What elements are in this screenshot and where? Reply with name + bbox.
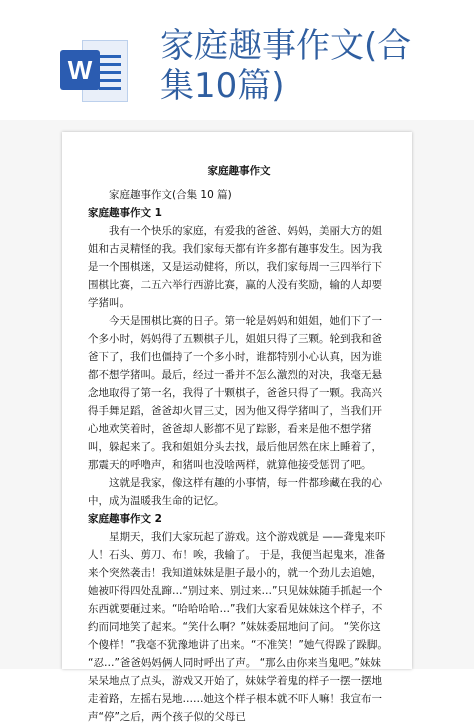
section-2-paragraph-1: 星期天，我们大家玩起了游戏。这个游戏就是 ——聋鬼来吓人！石头、剪刀、布！唉，我输了。 于是，我便当起鬼来，准备来个突然袭击！我知道妹妹是胆子最小的，就一个劲儿去追她，她被吓得四处乱蹿…“别过来、别过来…”只见妹妹随手抓起一个东西就要砸过来。“哈哈哈哈…”我们大家看见妹妹这个样子，不约而同地笑了起来。“笑什么啊？”妹妹委屈地问了问。 “笑你这个傻样！”我毫不犹豫地讲了出来。“不准笑！”她气得跺了跺脚。 “忍…”爸爸妈妈俩人同时呼出了声。 “那么由你来当鬼吧。”妹妹呆呆地点了点头，游戏又开始了，妹妹学着鬼的样子一摆一摆地走着路，左摇右晃地……她这个样子根本就不吓人嘛！我宣布一声“停”之后，两个孩子似的父母已 xyxy=(88,531,388,723)
section-heading-1: 家庭趣事作文 1 xyxy=(88,207,162,219)
word-icon-letter: W xyxy=(60,50,100,90)
document-body xyxy=(88,162,390,726)
banner-title-line-2: 集10篇) xyxy=(160,66,285,106)
section-1-paragraph-1: 我有一个快乐的家庭，有爱我的爸爸、妈妈，美丽大方的姐姐和古灵精怪的我。我们家每天都有许多都有趣事发生。因为我是一个围棋迷，又是运动健将，所以，我们家每周一三四举行下围棋比赛，二五六举行西游比赛，赢的人没有奖励，输的人却要学猪叫。 xyxy=(88,225,382,309)
document-banner xyxy=(0,0,474,120)
section-1-paragraph-3: 这就是我家，像这样有趣的小事情，每一件都珍藏在我的心中，成为温暖我生命的记忆。 xyxy=(88,477,382,507)
section-1-paragraph-2: 今天是围棋比赛的日子。第一轮是妈妈和姐姐，她们下了一个多小时，妈妈得了五颗棋子儿，姐姐只得了三颗。轮到我和爸爸下了，我们也僵持了一个多小时，谁都特别小心认真，因为谁都不想学猪叫。最后，经过一番并不怎么激烈的对决，我毫无悬念地取得了第一名，我得了十颗棋子，爸爸只得了一颗。我高兴得手舞足蹈，爸爸却火冒三丈，因为他又得学猪叫了，当我们开心地欢笑着时，爸爸却人影都不见了踪影，看来是他不想学猪叫，躲起来了。我和姐姐分头去找，最后他居然在床上睡着了，那震天的呼噜声，和猪叫也没啥两样，就算他接受惩罚了吧。 xyxy=(88,315,382,471)
document-page xyxy=(62,132,412,723)
word-icon xyxy=(60,40,130,102)
section-heading-2: 家庭趣事作文 2 xyxy=(88,513,162,525)
banner-title-line-1: 家庭趣事作文(合 xyxy=(160,26,412,66)
document-title: 家庭趣事作文 xyxy=(207,165,271,177)
banner-title xyxy=(160,26,411,106)
document-subtitle: 家庭趣事作文(合集 10 篇) xyxy=(109,189,232,201)
